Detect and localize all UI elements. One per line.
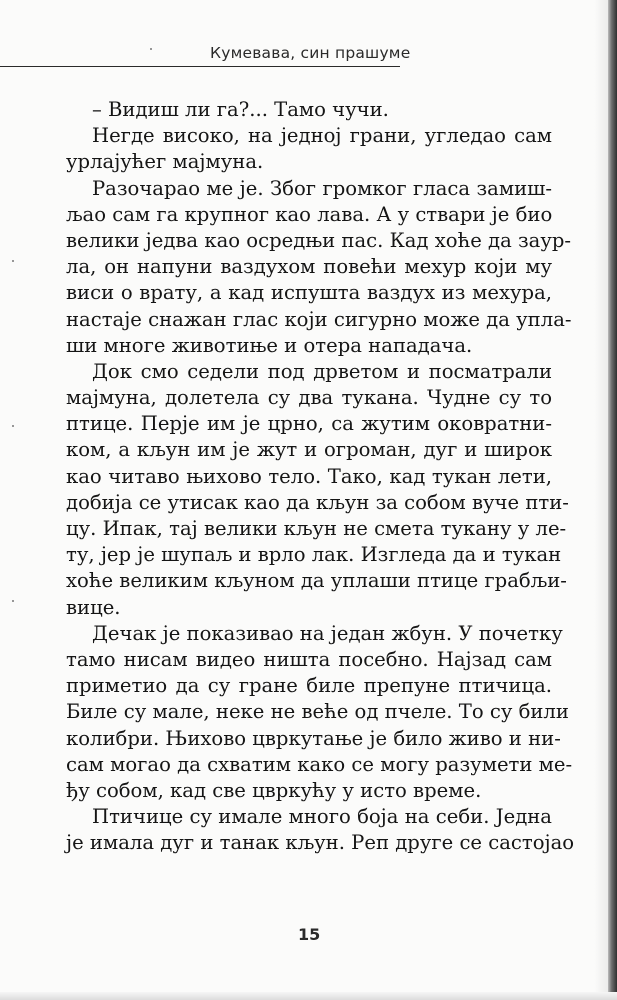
text-line-15: као читаво њихово тело. Тако, кад тукан лети, bbox=[66, 464, 552, 488]
text-line-8: виси о врату, а кад испушта ваздух из мехура, bbox=[66, 281, 552, 305]
text-line-20: вице. bbox=[66, 595, 121, 619]
text-line-3: урлајућег мајмуна. bbox=[66, 150, 264, 174]
text-line-4: Разочарао ме је. Због громког гласа замиш- bbox=[92, 176, 552, 200]
scan-speck bbox=[12, 600, 14, 602]
running-header-title: Кумевава, син прашуме bbox=[210, 44, 411, 62]
page-edge bbox=[608, 0, 617, 1000]
text-line-2: Негде високо, на једној грани, угледао сам bbox=[92, 124, 552, 148]
body-text bbox=[66, 97, 575, 856]
page-bottom-edge bbox=[0, 992, 617, 1000]
text-line-29: је имала дуг и танак кљун. Реп друге се састојао bbox=[66, 831, 575, 855]
text-line-18: ту, јер је шупаљ и врло лак. Изгледа да и тукан bbox=[66, 543, 562, 567]
text-line-13: птице. Перје им је црно, са жутим оковратни- bbox=[66, 412, 552, 436]
text-line-22: тамо нисам видео ништа посебно. Најзад сам bbox=[66, 647, 552, 671]
text-line-25: колибри. Њихово цвркутање је било живо и ни- bbox=[66, 726, 561, 750]
text-line-12: мајмуна, долетела су два тукана. Чудне су то bbox=[66, 386, 552, 410]
scan-speck bbox=[12, 260, 14, 262]
binding-shadow bbox=[594, 0, 608, 1000]
scan-speck bbox=[12, 425, 14, 427]
text-line-21: Дечак је показивао на један жбун. У почетку bbox=[92, 621, 563, 645]
text-line-26: сам могао да схватим како се могу разумети ме- bbox=[66, 752, 573, 776]
header-rule bbox=[0, 66, 400, 67]
text-line-27: ђу собом, кад све цвркућу у исто време. bbox=[66, 778, 482, 802]
text-line-23: приметио да су гране биле препуне птичица. bbox=[66, 674, 552, 698]
text-line-6: велики једва као осредњи пас. Кад хоће да заур- bbox=[66, 228, 572, 252]
text-line-7: ла, он напуни ваздухом повећи мехур који му bbox=[66, 255, 552, 279]
text-line-16: добија се утисак као да кљун за собом вуче пти- bbox=[66, 490, 569, 514]
text-line-5: љао сам га крупног као лава. А у ствари је био bbox=[66, 202, 553, 226]
text-line-19: хоће великим кљуном да уплаши птице грабљи- bbox=[66, 569, 567, 593]
text-line-10: ши многе животиње и отера нападача. bbox=[66, 333, 473, 357]
page-number: 15 bbox=[298, 925, 321, 944]
text-line-28: Птичице су имале много боја на себи. Једна bbox=[92, 805, 552, 829]
text-line-1: – Видиш ли га?... Тамо чучи. bbox=[92, 98, 389, 121]
running-header bbox=[0, 44, 612, 68]
scan-speck bbox=[150, 48, 152, 50]
text-line-11: Док смо седели под дрветом и посматрали bbox=[92, 359, 552, 383]
text-line-17: цу. Ипак, тај велики кљун не смета тукану у ле- bbox=[66, 517, 567, 540]
text-line-14: ком, а кљун им је жут и огроман, дуг и широк bbox=[66, 438, 552, 462]
text-line-24: Биле су мале, неке не веће од пчеле. То су били bbox=[66, 700, 569, 724]
text-line-9: настаје снажан глас који сигурно може да упла- bbox=[66, 307, 572, 331]
